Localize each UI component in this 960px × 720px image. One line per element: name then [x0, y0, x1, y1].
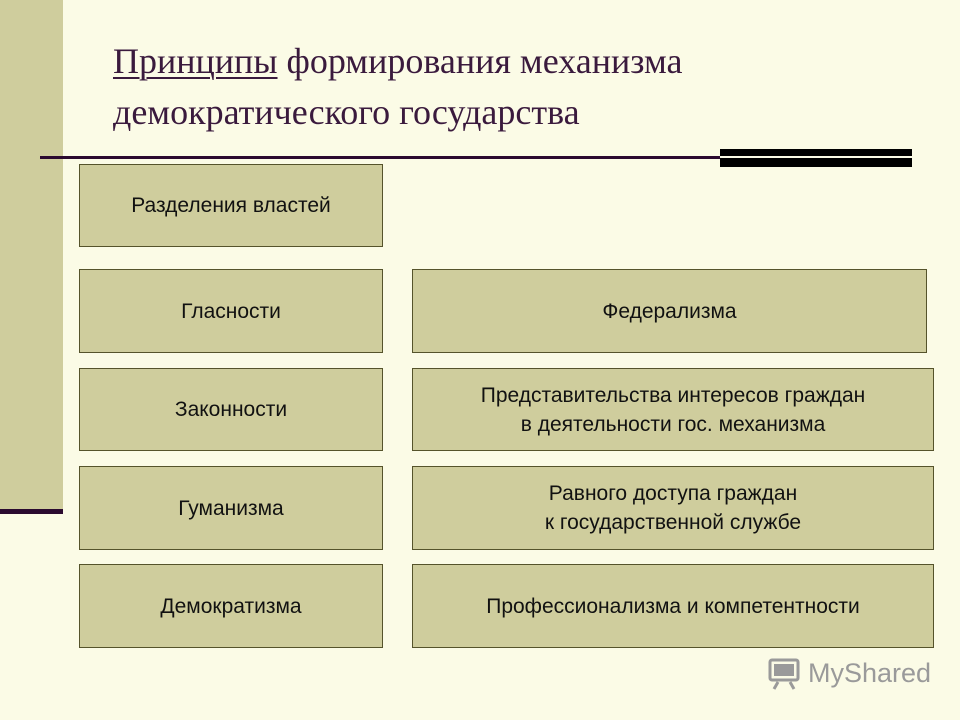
logo-text: MyShared [808, 657, 932, 688]
title-divider-line [40, 156, 720, 159]
principle-separation-of-powers: Разделения властей [79, 164, 383, 247]
projector-icon [768, 656, 802, 690]
myshared-logo [768, 656, 931, 690]
principle-equal-access: Равного доступа граждан к государственной службе [412, 466, 934, 550]
title-divider-block [720, 149, 912, 167]
title-rest: формирования механизма демократического государства [113, 41, 683, 132]
title-underlined-word: Принципы [113, 41, 278, 81]
principle-democratism: Демократизма [79, 564, 383, 648]
principle-representation: Представительства интересов граждан в деятельности гос. механизма [412, 368, 934, 451]
left-accent-line [0, 509, 63, 514]
principle-glasnost: Гласности [79, 269, 383, 353]
principle-professionalism: Профессионализма и компетентности [412, 564, 934, 648]
principle-federalism: Федерализма [412, 269, 927, 353]
principle-humanism: Гуманизма [79, 466, 383, 550]
principle-legality: Законности [79, 368, 383, 451]
slide-title [113, 36, 933, 138]
left-decorative-bar [0, 0, 63, 510]
